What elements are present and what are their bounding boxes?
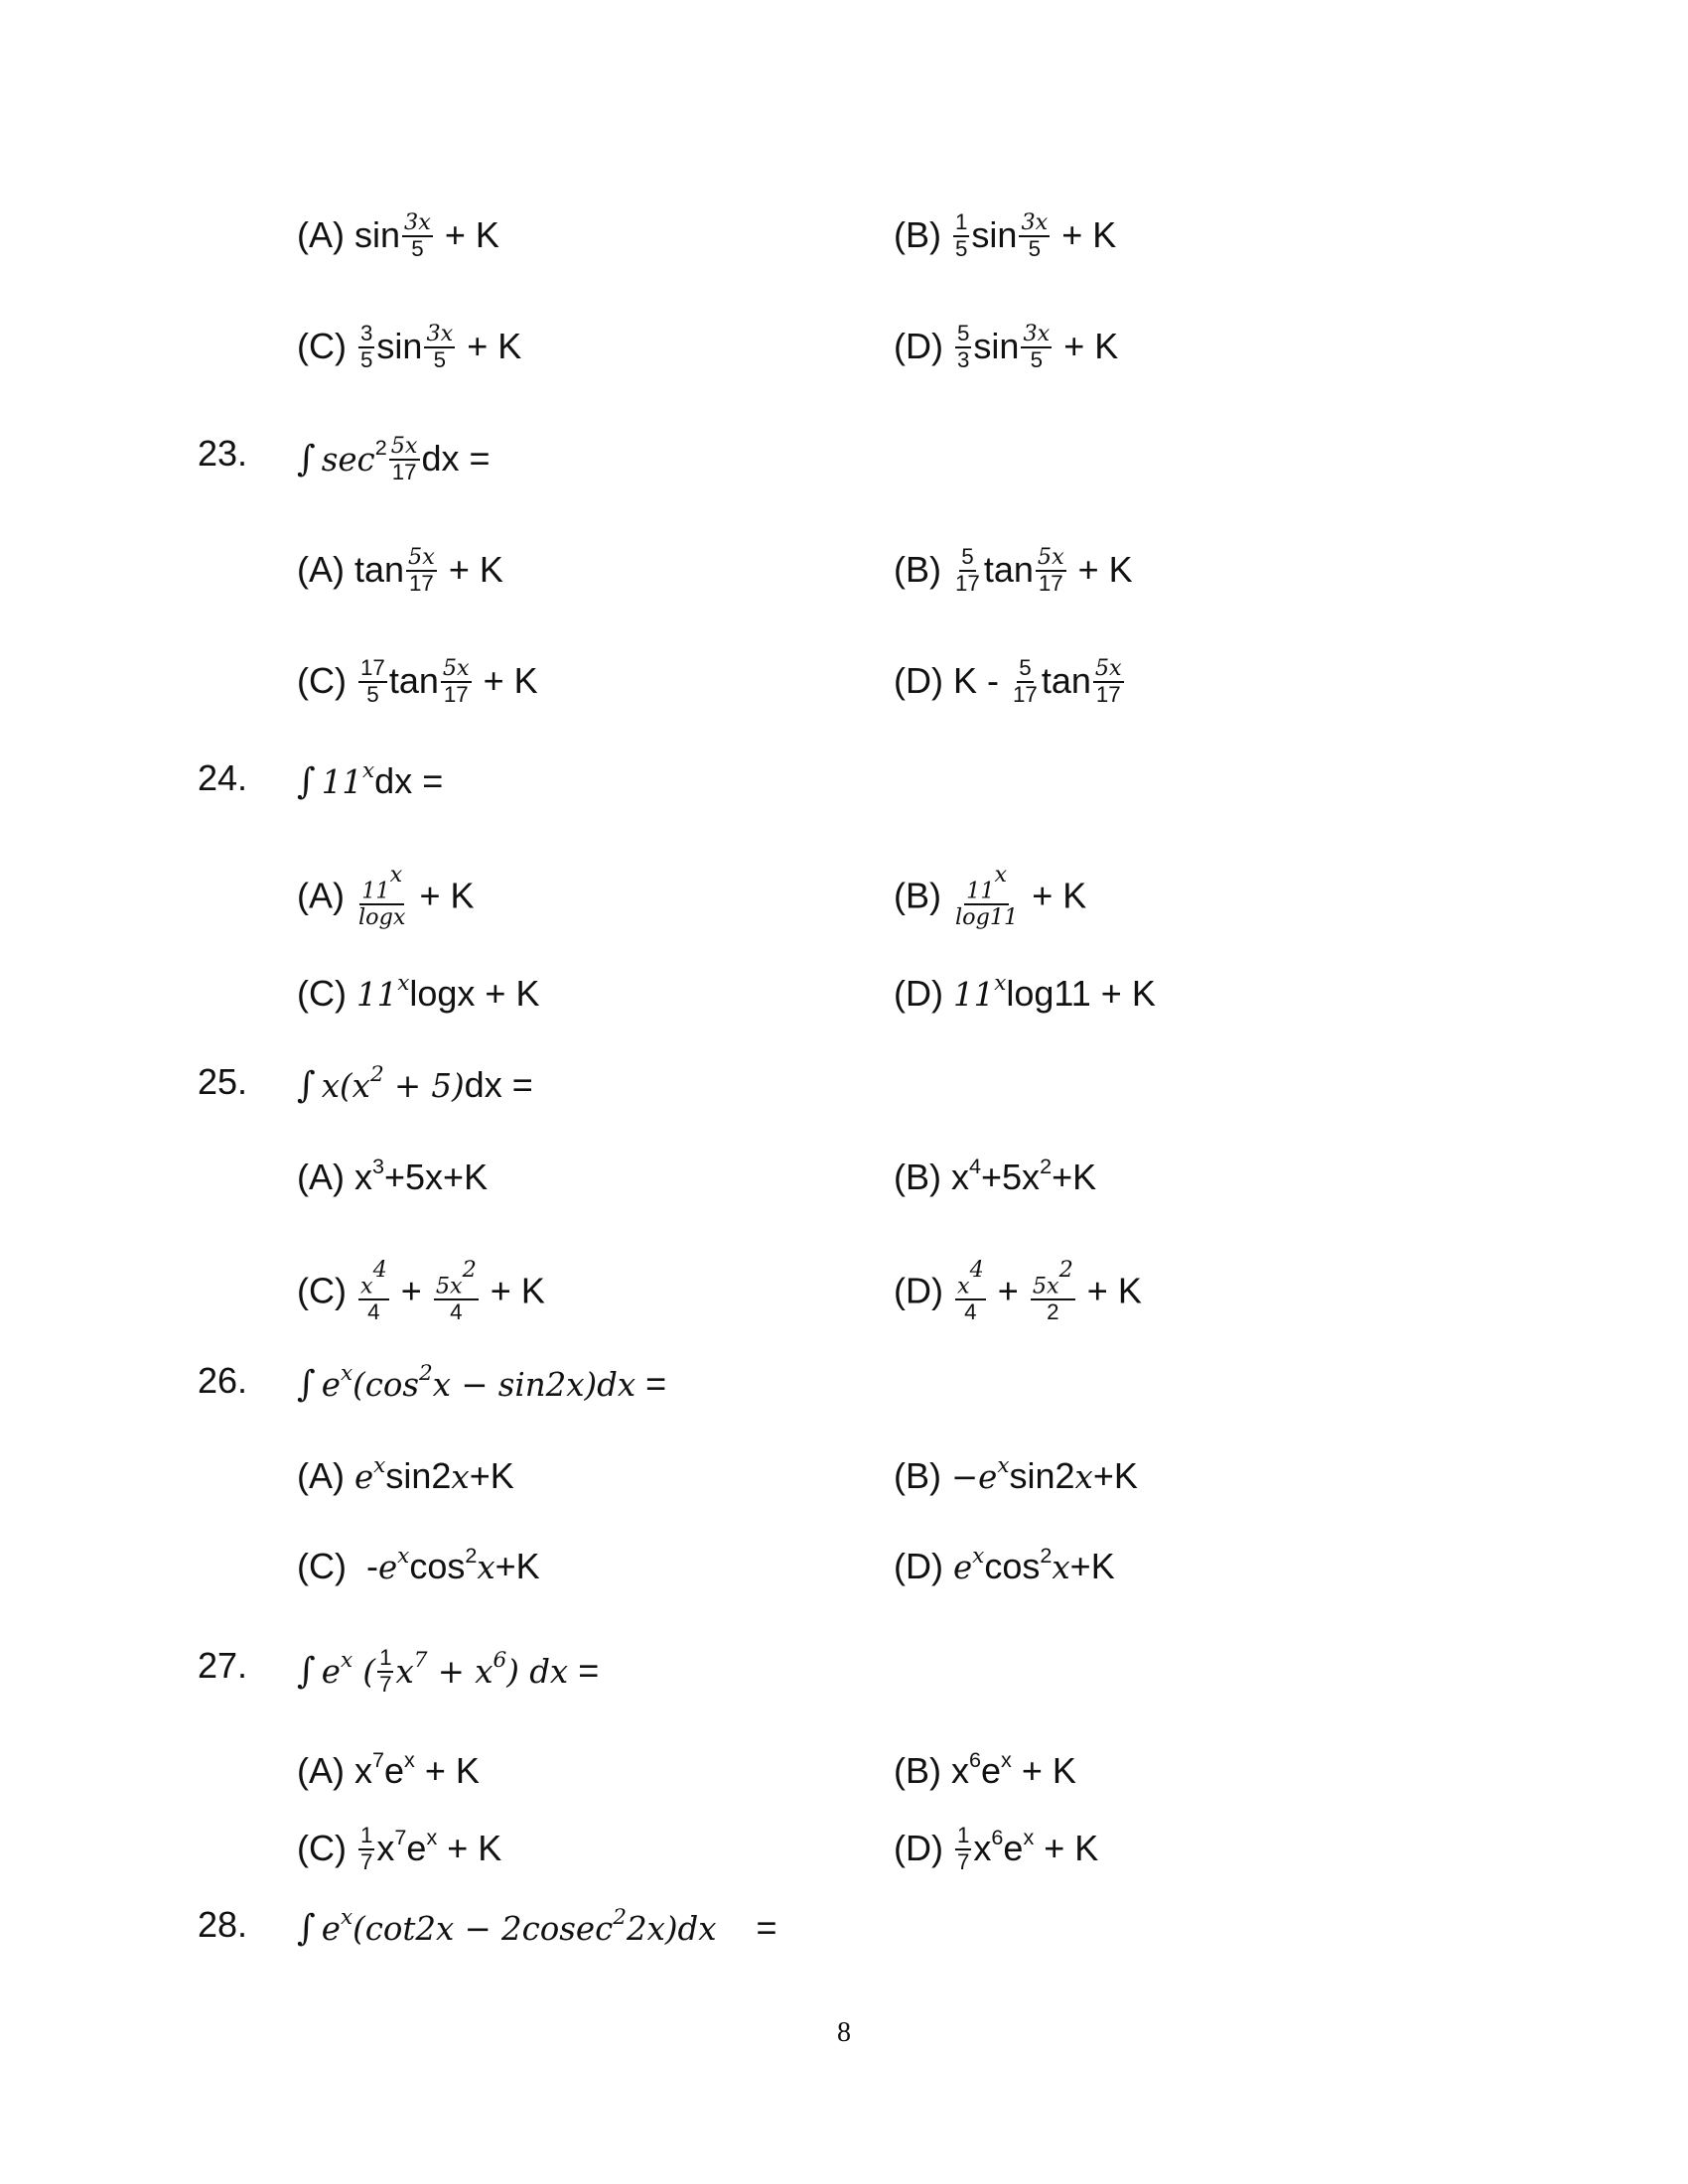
superscript: 2 — [374, 434, 387, 460]
math-text: sec — [321, 441, 375, 479]
denominator — [953, 572, 982, 597]
option-d[interactable] — [894, 1823, 1099, 1876]
superscript: x — [426, 1824, 438, 1849]
superscript: x — [340, 1647, 353, 1673]
text: log11 + K — [1006, 973, 1156, 1015]
text: +5x — [981, 1157, 1041, 1198]
text: + K — [414, 1750, 480, 1792]
text: + K — [480, 1270, 545, 1311]
math-text: 3x — [1023, 321, 1051, 346]
math-text: x — [395, 1653, 414, 1692]
text: + — [987, 1270, 1029, 1311]
text: e — [384, 1750, 405, 1792]
text: + K — [1054, 326, 1119, 367]
fraction — [434, 1258, 479, 1325]
fraction — [441, 656, 472, 707]
text: + K — [1076, 1270, 1142, 1311]
superscript: 7 — [394, 1824, 407, 1849]
superscript: 2 — [419, 1361, 433, 1386]
denominator — [377, 1673, 393, 1698]
text: sin — [376, 326, 423, 367]
text: (A) — [297, 875, 354, 916]
text: (D) — [894, 326, 953, 367]
text: 5 — [366, 681, 379, 707]
integral-sign: ∫ — [297, 761, 316, 803]
integral-sign: ∫ — [297, 439, 316, 480]
option-c[interactable] — [297, 655, 538, 709]
option-d[interactable] — [894, 655, 1126, 709]
integral-sign: ∫ — [297, 1364, 316, 1406]
math-text: x — [1052, 1549, 1070, 1587]
option-c[interactable] — [297, 971, 540, 1015]
math-text: ) dx — [506, 1653, 569, 1692]
option-a[interactable] — [297, 1747, 480, 1792]
numerator — [434, 1258, 479, 1300]
math-text: x — [359, 1273, 373, 1299]
option-a[interactable] — [297, 209, 499, 263]
superscript: 6 — [969, 1747, 982, 1772]
text: 17 — [1095, 681, 1121, 707]
option-c[interactable] — [297, 1543, 540, 1587]
numerator — [377, 1646, 393, 1673]
text: sin — [354, 214, 401, 256]
numerator — [424, 322, 455, 348]
question-expression — [297, 758, 444, 803]
text: (B) — [894, 214, 951, 256]
text: tan — [388, 660, 439, 702]
option-c[interactable] — [297, 321, 522, 374]
question-number: 27. — [198, 1645, 248, 1686]
text: (B) x — [894, 1157, 969, 1198]
text: 1 — [955, 209, 968, 234]
math-text: x — [956, 1273, 970, 1299]
question-number: 24. — [198, 757, 248, 798]
question-number: 28. — [198, 1904, 248, 1945]
text: tan — [983, 549, 1034, 591]
denominator — [1011, 683, 1040, 708]
fraction — [389, 434, 420, 484]
page-number: 8 — [837, 2017, 851, 2048]
option-b[interactable] — [894, 1453, 1138, 1497]
text: (C) - — [297, 1546, 378, 1587]
superscript: 2 — [1058, 1257, 1073, 1283]
text: (D) — [894, 1546, 953, 1587]
text: + K — [434, 214, 499, 256]
numerator — [964, 863, 1009, 905]
superscript: 6 — [492, 1647, 507, 1673]
fraction — [377, 1646, 393, 1697]
superscript: x — [340, 1905, 353, 1930]
math-text: e — [321, 1653, 341, 1692]
numerator — [955, 322, 971, 348]
text: + K — [409, 875, 475, 916]
option-b[interactable] — [894, 1154, 1097, 1198]
math-text: 11 — [966, 878, 995, 904]
numerator — [955, 1258, 986, 1300]
text: 17 — [391, 459, 417, 484]
text: (A) x — [297, 1157, 372, 1198]
superscript: x — [340, 1361, 353, 1386]
denominator — [390, 461, 419, 485]
option-b[interactable] — [894, 862, 1087, 932]
superscript: x — [1023, 1824, 1035, 1849]
text: 5 — [961, 544, 974, 569]
text: + K — [1067, 549, 1133, 591]
math-text: e — [377, 1549, 398, 1587]
text: (C) — [297, 973, 356, 1015]
text: 17 — [955, 570, 980, 596]
text: logx + K — [409, 973, 540, 1015]
option-d[interactable] — [894, 1257, 1142, 1327]
fraction — [406, 545, 437, 596]
option-d[interactable] — [894, 321, 1119, 374]
text: cos — [409, 1546, 466, 1587]
math-text: 3x — [1021, 209, 1049, 235]
text: 17 — [1012, 681, 1038, 707]
text: + K — [437, 1828, 502, 1869]
numerator — [358, 322, 374, 348]
text: (C) — [297, 1828, 356, 1869]
math-text: (cot2x − 2cosec — [352, 1910, 614, 1949]
fraction — [953, 545, 982, 596]
text: 7 — [359, 1848, 373, 1874]
text: (D) — [894, 973, 953, 1015]
numerator — [358, 1258, 389, 1300]
math-text: 5x — [1037, 544, 1064, 570]
option-a[interactable] — [297, 1453, 514, 1497]
text: (D) — [894, 1270, 953, 1311]
math-text: e — [354, 1458, 374, 1497]
fraction — [358, 1258, 389, 1325]
text: (C) — [297, 660, 356, 702]
question-number: 26. — [198, 1360, 248, 1401]
text: x — [376, 1828, 395, 1869]
text: + K — [1022, 875, 1087, 916]
question-number: 25. — [198, 1061, 248, 1102]
text: + K — [1011, 1750, 1076, 1792]
math-text: x — [1074, 1458, 1093, 1497]
superscript: x — [1001, 1747, 1012, 1772]
math-text: logx — [358, 904, 406, 931]
numerator — [1021, 322, 1052, 348]
text: 17 — [409, 570, 434, 596]
text: 5 — [955, 235, 968, 261]
text: + K — [457, 326, 522, 367]
math-text: −e — [951, 1458, 998, 1497]
fraction — [955, 322, 971, 372]
numerator — [953, 210, 969, 237]
text: (B) x — [894, 1750, 969, 1792]
text: = — [716, 1907, 777, 1949]
fraction — [1036, 545, 1066, 596]
option-a[interactable] — [297, 1154, 489, 1198]
superscript: x — [404, 1747, 415, 1772]
text: (A) — [297, 214, 354, 256]
question-expression — [297, 1361, 667, 1406]
text: 17 — [1038, 570, 1063, 596]
superscript: x — [397, 971, 410, 996]
fraction — [424, 322, 455, 372]
superscript: 2 — [1040, 1154, 1053, 1178]
denominator — [442, 683, 471, 708]
superscript: 2 — [462, 1257, 477, 1283]
text: 5 — [1019, 655, 1032, 680]
denominator — [448, 1300, 464, 1325]
text: 5 — [1030, 346, 1044, 372]
text: e — [1003, 1828, 1024, 1869]
fraction — [358, 656, 387, 707]
text: + K — [1052, 214, 1117, 256]
text: cos — [984, 1546, 1041, 1587]
superscript: x — [397, 1544, 410, 1569]
math-text: x — [477, 1549, 495, 1587]
math-text: 5x — [408, 544, 435, 570]
option-b[interactable] — [894, 209, 1117, 263]
text: +K — [1069, 1546, 1115, 1587]
fraction — [955, 1824, 971, 1874]
text: +5x+K — [384, 1157, 489, 1198]
text: +K — [494, 1546, 540, 1587]
option-c[interactable] — [297, 1823, 502, 1876]
superscript: 3 — [372, 1154, 385, 1178]
denominator — [365, 1300, 381, 1325]
denominator — [1045, 1300, 1060, 1325]
text: (A) — [297, 1455, 354, 1497]
option-d[interactable] — [894, 1543, 1115, 1587]
text: +K — [1092, 1455, 1138, 1497]
integral-sign: ∫ — [297, 1065, 316, 1107]
denominator — [955, 1850, 971, 1875]
denominator — [1094, 683, 1123, 708]
option-b[interactable] — [894, 1747, 1076, 1792]
fraction — [356, 863, 407, 930]
superscript: x — [994, 971, 1007, 996]
text: 1 — [359, 1823, 373, 1847]
question-expression — [297, 1905, 777, 1950]
text: tan — [1041, 660, 1091, 702]
text: e — [981, 1750, 1002, 1792]
integral-sign: ∫ — [297, 1908, 316, 1950]
math-text: x — [451, 1458, 470, 1497]
numerator — [1031, 1258, 1075, 1300]
numerator — [1017, 656, 1033, 683]
superscript: 6 — [991, 1824, 1004, 1849]
text: (C) — [297, 326, 356, 367]
superscript: 2 — [465, 1543, 478, 1568]
option-a[interactable] — [297, 862, 475, 932]
numerator — [358, 1824, 374, 1850]
math-text: 5x — [442, 655, 470, 681]
fraction — [358, 322, 374, 372]
question-expression — [297, 1062, 533, 1107]
text: (C) — [297, 1270, 356, 1311]
fraction — [1031, 1258, 1075, 1325]
text: 7 — [956, 1848, 970, 1874]
text: + K — [473, 660, 538, 702]
text: (B) — [894, 1455, 951, 1497]
text: 5 — [411, 235, 424, 261]
superscript: 2 — [613, 1905, 627, 1930]
text: 7 — [379, 1671, 392, 1697]
superscript: 4 — [969, 1257, 984, 1283]
math-text: 3x — [426, 321, 454, 346]
numerator — [959, 545, 975, 572]
text: dx = — [464, 1064, 533, 1106]
text: +K — [1052, 1157, 1097, 1198]
option-d[interactable] — [894, 971, 1156, 1015]
numerator — [1036, 545, 1066, 572]
numerator — [955, 1824, 971, 1850]
denominator — [953, 237, 969, 262]
math-text: 5x — [1094, 655, 1122, 681]
superscript: 7 — [372, 1747, 385, 1772]
math-text: e — [952, 1549, 973, 1587]
text: (B) — [894, 549, 951, 591]
superscript: 4 — [372, 1257, 387, 1283]
text: = — [635, 1363, 667, 1405]
superscript: x — [994, 862, 1008, 887]
denominator — [955, 348, 971, 373]
fraction — [402, 210, 433, 261]
text: 5 — [359, 346, 373, 372]
option-c[interactable] — [297, 1257, 545, 1327]
numerator — [358, 656, 387, 683]
denominator — [358, 1850, 374, 1875]
math-text: 11 — [361, 878, 390, 904]
fraction — [1011, 656, 1040, 707]
math-text: 11 — [952, 976, 995, 1015]
fraction — [1019, 210, 1050, 261]
superscript: 4 — [969, 1154, 982, 1178]
text: 17 — [359, 655, 385, 680]
denominator — [1027, 237, 1043, 262]
numerator — [441, 656, 472, 683]
text: (D) K - — [894, 660, 1009, 702]
text: 5 — [433, 346, 447, 372]
math-text: + x — [427, 1653, 493, 1692]
fraction — [358, 1824, 374, 1874]
text: sin2 — [385, 1455, 452, 1497]
text: 5 — [1028, 235, 1042, 261]
denominator — [358, 348, 374, 373]
text: 2 — [1047, 1299, 1059, 1325]
math-text: x(x — [321, 1067, 370, 1106]
denominator — [407, 572, 436, 597]
text: 17 — [443, 681, 469, 707]
math-text: log11 — [955, 904, 1019, 931]
numerator — [1093, 656, 1124, 683]
question-number: 23. — [198, 433, 248, 474]
text: 4 — [964, 1299, 977, 1325]
fraction — [953, 863, 1020, 930]
superscript: x — [361, 758, 375, 783]
denominator — [356, 905, 407, 930]
text: +K — [469, 1455, 514, 1497]
question-expression — [297, 1645, 600, 1699]
math-text: 11 — [355, 976, 398, 1015]
superscript: x — [389, 862, 403, 887]
question-expression — [297, 433, 491, 486]
denominator — [1029, 348, 1045, 373]
denominator — [432, 348, 448, 373]
math-text: 5x — [435, 1273, 463, 1299]
superscript: 7 — [413, 1647, 428, 1673]
numerator — [1019, 210, 1050, 237]
math-text: 5x — [390, 433, 418, 459]
text: = — [568, 1650, 600, 1692]
superscript: 2 — [1040, 1543, 1053, 1568]
text: (D) — [894, 1828, 953, 1869]
numerator — [402, 210, 433, 237]
text: 3 — [956, 346, 970, 372]
math-text: 3x — [404, 209, 431, 235]
numerator — [359, 863, 404, 905]
text: dx = — [421, 438, 491, 479]
denominator — [1037, 572, 1065, 597]
option-a[interactable] — [297, 544, 503, 598]
text: sin — [973, 326, 1020, 367]
integral-sign: ∫ — [297, 1651, 316, 1693]
superscript: x — [972, 1544, 985, 1569]
text: + — [390, 1270, 432, 1311]
text: 1 — [379, 1645, 392, 1670]
text: 4 — [367, 1299, 380, 1325]
denominator — [962, 1300, 978, 1325]
text: sin2 — [1009, 1455, 1075, 1497]
numerator — [406, 545, 437, 572]
superscript: x — [373, 1453, 386, 1478]
superscript: x — [997, 1453, 1010, 1478]
text: (B) — [894, 875, 951, 916]
text: (A) — [297, 549, 354, 591]
text: + K — [438, 549, 503, 591]
text: tan — [354, 549, 405, 591]
denominator — [364, 683, 380, 708]
text: 3 — [359, 321, 373, 345]
superscript: 2 — [369, 1062, 384, 1087]
option-b[interactable] — [894, 544, 1133, 598]
text: + K — [1034, 1828, 1099, 1869]
text: 1 — [956, 1823, 970, 1847]
math-text: 11 — [321, 763, 362, 802]
math-text: 5x — [1032, 1273, 1059, 1299]
fraction — [955, 1258, 986, 1325]
text: 4 — [450, 1299, 463, 1325]
fraction — [1093, 656, 1124, 707]
text: 5 — [956, 321, 970, 345]
text: x — [973, 1828, 992, 1869]
text: dx = — [374, 760, 444, 802]
math-text: x − sin2x)dx — [432, 1366, 636, 1405]
math-text: + 5) — [383, 1067, 465, 1106]
fraction — [1021, 322, 1052, 372]
numerator — [389, 434, 420, 461]
text: e — [406, 1828, 427, 1869]
text: (A) x — [297, 1750, 372, 1792]
fraction — [953, 210, 969, 261]
math-text: e — [321, 1366, 341, 1405]
text: sin — [971, 214, 1018, 256]
denominator — [953, 905, 1020, 930]
denominator — [409, 237, 425, 262]
math-text: ( — [352, 1653, 376, 1692]
math-text: e — [321, 1910, 341, 1949]
math-text: 2x)dx — [626, 1910, 717, 1949]
math-text: (cos — [352, 1366, 420, 1405]
